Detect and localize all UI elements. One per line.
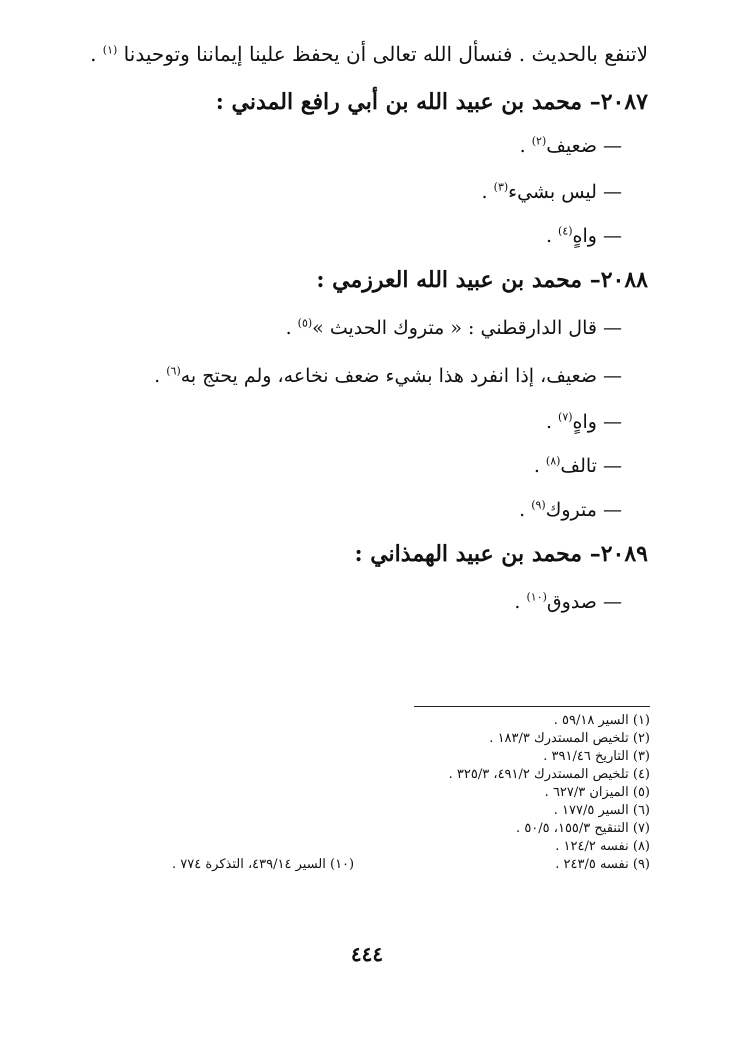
item-text: — قال الدارقطني : « متروك الحديث » xyxy=(312,317,622,339)
period: . xyxy=(519,135,526,157)
footnote-separator xyxy=(414,706,650,707)
period: . xyxy=(519,499,526,521)
period: . xyxy=(545,411,552,433)
entry-item xyxy=(482,178,622,206)
period: . xyxy=(533,455,540,477)
period: . xyxy=(285,317,292,339)
footnote-ref: (٦) xyxy=(166,364,181,378)
page-number: ٤٤٤ xyxy=(350,942,384,966)
item-text: — ليس بشيء xyxy=(508,181,622,203)
footnote: (٥) الميزان ٦٢٧/٣ . xyxy=(544,785,650,800)
period: . xyxy=(154,365,161,387)
entry-item xyxy=(534,452,622,480)
footnote: (٤) تلخيص المستدرك ٤٩١/٢، ٣٢٥/٣ . xyxy=(448,767,650,782)
item-text: — ضعيف xyxy=(546,135,622,157)
footnote: (٣) التاريخ ٣٩١/٤٦ . xyxy=(543,749,650,764)
footnote-ref: (٥) xyxy=(297,316,313,330)
period: . xyxy=(481,181,488,203)
item-text: — صدوق xyxy=(546,591,622,613)
entry-item xyxy=(519,496,622,524)
footnote: (٧) التنقيح ١٥٥/٣، ٥٠/٥ . xyxy=(516,821,650,836)
footnote: (٦) السير ١٧٧/٥ . xyxy=(553,803,650,818)
opening-text: لاتنفع بالحديث . فنسأل الله تعالى أن يحفظ علينا إيماننا وتوحيدنا xyxy=(123,42,648,66)
entry-item xyxy=(286,314,622,342)
item-text: — ضعيف، إذا انفرد هذا بشيء ضعف نخاعه، ولم يحتج به xyxy=(180,365,622,387)
entry-heading-2089: ٢٠٨٩– محمد بن عبيد الهمذاني : xyxy=(354,541,648,567)
entry-item xyxy=(514,588,622,616)
period: . xyxy=(514,591,521,613)
entry-item xyxy=(520,132,622,160)
footnote-ref: (٤) xyxy=(558,224,573,238)
footnote: (٨) نفسه ١٢٤/٢ . xyxy=(555,839,650,854)
footnote-ref: (٧) xyxy=(558,410,573,424)
footnote-ref: (١) xyxy=(102,43,118,57)
footnote: (١٠) السير ٤٣٩/١٤، التذكرة ٧٧٤ . xyxy=(172,857,355,872)
entry-heading-2088: ٢٠٨٨– محمد بن عبيد الله العرزمي : xyxy=(316,267,648,293)
footnote-ref: (٩) xyxy=(531,498,546,512)
opening-line xyxy=(90,40,648,68)
period: . xyxy=(90,42,97,66)
footnote-ref: (٨) xyxy=(545,454,561,468)
footnote: (١) السير ٥٩/١٨ . xyxy=(553,713,650,728)
entry-item xyxy=(154,362,622,390)
footnote-ref: (٣) xyxy=(493,180,509,194)
entry-item xyxy=(546,222,622,250)
item-text: — واهٍ xyxy=(572,225,622,247)
period: . xyxy=(545,225,552,247)
entry-heading-2087: ٢٠٨٧– محمد بن عبيد الله بن أبي رافع المدني : xyxy=(215,89,648,115)
footnote: (٢) تلخيص المستدرك ١٨٣/٣ . xyxy=(489,731,650,746)
item-text: — متروك xyxy=(545,499,622,521)
entry-item xyxy=(546,408,622,436)
footnote: (٩) نفسه ٢٤٣/٥ . xyxy=(555,857,650,872)
footnote-ref: (٢) xyxy=(531,134,547,148)
item-text: — تالف xyxy=(560,455,622,477)
footnote-ref: (١٠) xyxy=(526,590,547,604)
item-text: — واهٍ xyxy=(572,411,622,433)
